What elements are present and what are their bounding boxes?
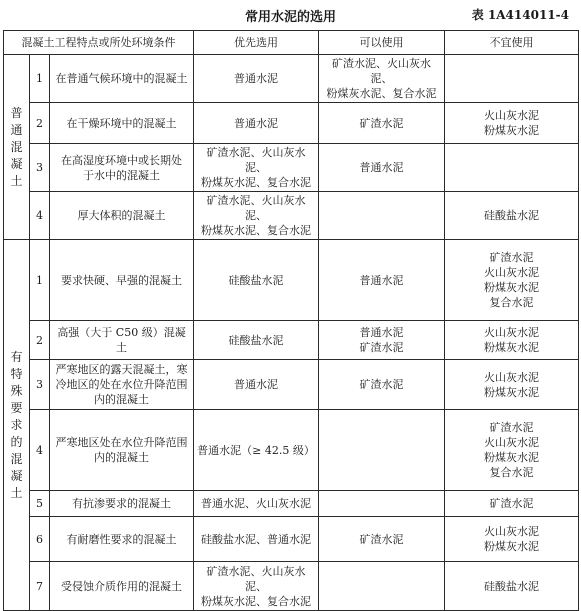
unsuitable-cell — [445, 55, 579, 103]
group-label-char: 求 — [10, 417, 23, 432]
group-label-char: 土 — [10, 485, 23, 500]
preferred-line: 粉煤灰水泥、复合水泥 — [201, 594, 312, 608]
condition-line: 内的混凝土 — [94, 451, 150, 464]
usable-cell — [319, 517, 445, 562]
row-number: 2 — [30, 321, 50, 360]
preferred-cell — [194, 321, 319, 360]
unsuitable-cell — [445, 192, 579, 240]
usable-line: 普通水泥 — [359, 161, 404, 174]
unsuitable-line: 粉煤灰水泥 — [484, 124, 540, 137]
usable-line: 普通水泥 — [359, 273, 404, 287]
unsuitable-line: 矿渣水泥 — [489, 421, 534, 434]
condition-cell — [50, 517, 194, 562]
unsuitable-line: 火山灰水泥 — [484, 326, 540, 339]
group-label-char: 普 — [10, 105, 23, 120]
group-label-char: 特 — [10, 366, 23, 381]
condition-line: 在普通气候环境中的混凝土 — [55, 72, 188, 85]
row-number: 3 — [30, 360, 50, 410]
usable-cell — [319, 55, 445, 103]
condition-cell — [50, 144, 194, 192]
unsuitable-line: 火山灰水泥 — [484, 525, 540, 538]
usable-line: 矿渣水泥、火山灰水泥、 — [332, 57, 432, 85]
unsuitable-line: 粉煤灰水泥 — [484, 341, 540, 354]
usable-line: 矿渣水泥 — [359, 116, 404, 130]
header-condition: 混凝土工程特点或所处环境条件 — [4, 31, 194, 55]
unsuitable-line: 矿渣水泥 — [489, 251, 534, 264]
group-label-char: 凝 — [10, 468, 23, 483]
usable-cell — [319, 321, 445, 360]
group-label-char: 通 — [10, 122, 23, 137]
preferred-line: 普通水泥 — [234, 116, 279, 130]
row-number: 7 — [30, 562, 50, 611]
condition-line: 在高湿度环境中或长期处 — [61, 153, 183, 167]
unsuitable-line: 复合水泥 — [489, 466, 534, 479]
preferred-cell — [194, 192, 319, 240]
preferred-line: 普通水泥（≥ 42.5 级） — [197, 443, 315, 457]
row-number: 1 — [30, 55, 50, 103]
condition-cell — [50, 360, 194, 410]
unsuitable-cell — [445, 321, 579, 360]
row-number: 1 — [30, 240, 50, 321]
usable-line: 矿渣水泥 — [359, 378, 404, 391]
unsuitable-cell — [445, 517, 579, 562]
preferred-cell — [194, 410, 319, 491]
group-label — [4, 55, 30, 240]
unsuitable-line: 火山灰水泥 — [484, 109, 540, 122]
preferred-cell — [194, 240, 319, 321]
preferred-cell — [194, 360, 319, 410]
cement-selection-table — [3, 30, 579, 611]
group-label-char: 土 — [10, 173, 23, 188]
preferred-line: 矿渣水泥、火山灰水泥、 — [206, 564, 306, 593]
row-number: 2 — [30, 103, 50, 144]
group-label-char: 有 — [10, 349, 23, 364]
preferred-line: 矿渣水泥、火山灰水泥、 — [206, 194, 306, 222]
group-label-char: 混 — [10, 451, 23, 466]
table-row — [4, 517, 579, 562]
row-number: 6 — [30, 517, 50, 562]
usable-line: 普通水泥 — [359, 326, 404, 339]
condition-line: 于水中的混凝土 — [83, 168, 161, 182]
unsuitable-line: 粉煤灰水泥 — [484, 385, 540, 399]
unsuitable-line: 硅酸盐水泥 — [484, 209, 540, 222]
unsuitable-line: 火山灰水泥 — [484, 436, 540, 449]
condition-line: 严寒地区处在水位升降范围 — [55, 436, 188, 449]
preferred-line: 硅酸盐水泥 — [228, 273, 284, 287]
table-title: 常用水泥的选用 — [244, 10, 336, 25]
condition-line: 内的混凝土 — [94, 393, 150, 406]
table-row — [4, 103, 579, 144]
table-row — [4, 240, 579, 321]
condition-cell — [50, 192, 194, 240]
group-label-char: 混 — [10, 139, 23, 154]
row-number: 5 — [30, 491, 50, 517]
usable-line: 粉煤灰水泥、复合水泥 — [326, 87, 437, 100]
table-body — [4, 55, 579, 611]
preferred-line: 普通水泥 — [234, 72, 279, 85]
unsuitable-line: 粉煤灰水泥 — [484, 540, 540, 553]
preferred-cell — [194, 491, 319, 517]
condition-line: 厚大体积的混凝土 — [77, 209, 166, 222]
unsuitable-cell — [445, 491, 579, 517]
group-label-char: 殊 — [10, 383, 23, 398]
condition-line: 冷地区的处在水位升降范围 — [55, 378, 188, 391]
unsuitable-line: 粉煤灰水泥 — [484, 451, 540, 464]
preferred-cell — [194, 103, 319, 144]
header-unsuitable: 不宜使用 — [445, 31, 579, 55]
preferred-cell — [194, 144, 319, 192]
table-row — [4, 491, 579, 517]
unsuitable-line: 粉煤灰水泥 — [484, 281, 540, 294]
unsuitable-cell — [445, 144, 579, 192]
row-number: 4 — [30, 410, 50, 491]
row-number: 3 — [30, 144, 50, 192]
unsuitable-cell — [445, 410, 579, 491]
table-row — [4, 562, 579, 611]
group-label-char: 的 — [10, 434, 23, 449]
unsuitable-cell — [445, 240, 579, 321]
usable-cell — [319, 240, 445, 321]
preferred-line: 粉煤灰水泥、复合水泥 — [201, 176, 312, 189]
condition-cell — [50, 562, 194, 611]
condition-line: 高强（大于 C50 级）混凝 — [57, 326, 186, 339]
preferred-line: 普通水泥、火山灰水泥 — [201, 497, 312, 510]
condition-cell — [50, 491, 194, 517]
preferred-line: 普通水泥 — [234, 378, 279, 391]
usable-cell — [319, 410, 445, 491]
condition-cell — [50, 55, 194, 103]
group-label-char: 要 — [10, 400, 23, 415]
group-label — [4, 240, 30, 611]
header-preferred: 优先选用 — [194, 31, 319, 55]
usable-cell — [319, 192, 445, 240]
condition-cell — [50, 410, 194, 491]
unsuitable-line: 火山灰水泥 — [484, 266, 540, 279]
table-row — [4, 410, 579, 491]
table-number: 表 1A414011-4 — [471, 8, 569, 22]
condition-line: 要求快硬、早强的混凝土 — [61, 273, 183, 287]
condition-cell — [50, 321, 194, 360]
usable-cell — [319, 103, 445, 144]
unsuitable-line: 火山灰水泥 — [484, 370, 540, 384]
unsuitable-cell — [445, 360, 579, 410]
header-row — [4, 31, 579, 55]
condition-line: 土 — [116, 341, 128, 354]
table-row — [4, 192, 579, 240]
header-usable: 可以使用 — [319, 31, 445, 55]
condition-line: 有抗渗要求的混凝土 — [72, 497, 172, 510]
preferred-cell — [194, 517, 319, 562]
usable-cell — [319, 360, 445, 410]
row-number: 4 — [30, 192, 50, 240]
preferred-line: 硅酸盐水泥 — [228, 333, 284, 347]
usable-cell — [319, 562, 445, 611]
table-row — [4, 55, 579, 103]
usable-cell — [319, 491, 445, 517]
unsuitable-line: 矿渣水泥 — [489, 497, 534, 510]
preferred-line: 粉煤灰水泥、复合水泥 — [201, 224, 312, 237]
unsuitable-cell — [445, 103, 579, 144]
table-row — [4, 144, 579, 192]
table-row — [4, 321, 579, 360]
preferred-line: 矿渣水泥、火山灰水泥、 — [206, 146, 306, 174]
table-row — [4, 360, 579, 410]
unsuitable-line: 硅酸盐水泥 — [484, 579, 540, 593]
usable-line: 矿渣水泥 — [359, 341, 404, 354]
unsuitable-line: 复合水泥 — [489, 296, 534, 309]
preferred-line: 硅酸盐水泥、普通水泥 — [201, 532, 312, 546]
condition-cell — [50, 103, 194, 144]
group-label-char: 凝 — [10, 156, 23, 171]
condition-line: 严寒地区的露天混凝土，寒 — [55, 363, 188, 376]
condition-line: 有耐磨性要求的混凝土 — [66, 532, 177, 546]
unsuitable-cell — [445, 562, 579, 611]
preferred-cell — [194, 55, 319, 103]
table-caption — [0, 0, 581, 28]
condition-line: 受侵蚀介质作用的混凝土 — [61, 579, 183, 593]
condition-line: 在干燥环境中的混凝土 — [66, 116, 177, 130]
preferred-cell — [194, 562, 319, 611]
condition-cell — [50, 240, 194, 321]
usable-line: 矿渣水泥 — [359, 532, 404, 546]
usable-cell — [319, 144, 445, 192]
